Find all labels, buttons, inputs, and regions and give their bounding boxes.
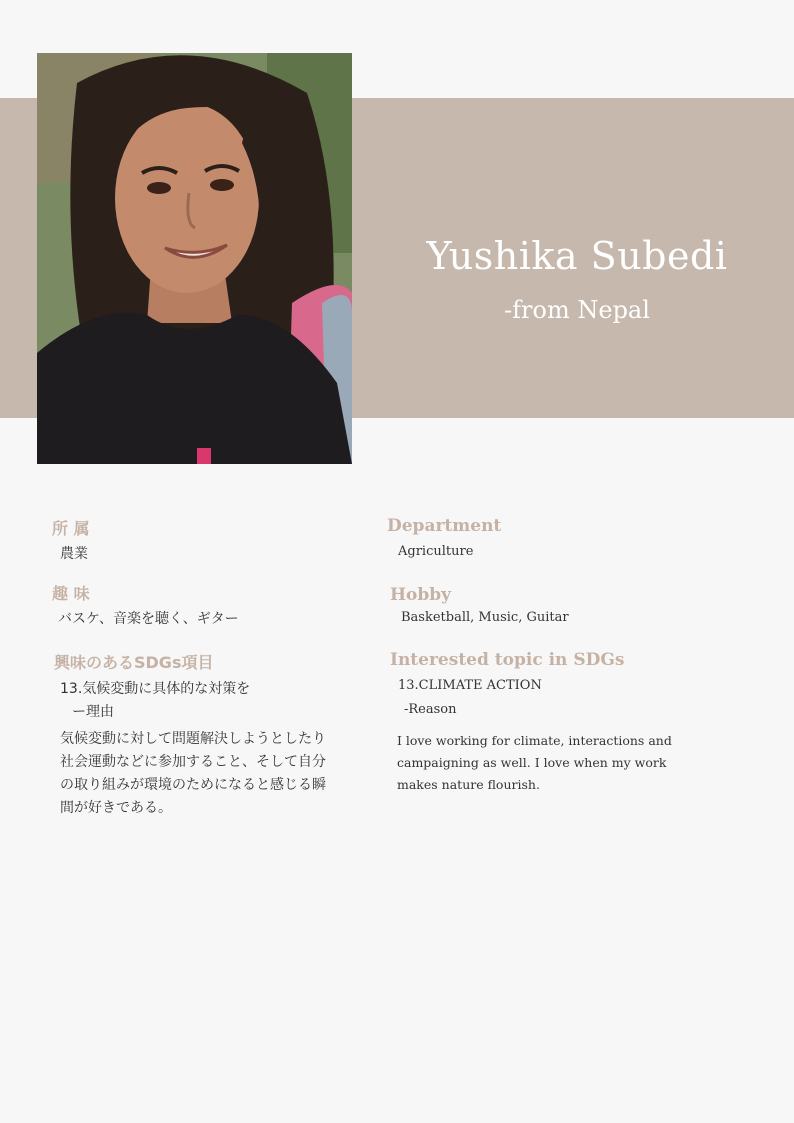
en-reason: I love working for climate, interactions and campaigning as well. I love when my work makes nature flourish. [397,733,672,792]
profile-name: Yushika Subedi [426,234,728,278]
profile-photo [37,53,352,464]
en-sdgs-heading: Interested topic in SDGs [390,650,625,670]
jp-hobby: バスケ、音楽を聴く、ギター [58,611,239,627]
jp-affiliation-heading: 所 属 [52,519,90,538]
en-hobby: Basketball, Music, Guitar [401,610,569,625]
en-department-heading: Department [387,516,502,536]
jp-sdgs-heading: 興味のあるSDGs項目 [54,653,214,672]
en-hobby-heading: Hobby [390,585,452,605]
jp-hobby-heading: 趣 味 [52,584,90,603]
jp-reason: 気候変動に対して問題解決しようとしたり社会運動などに参加すること、そして自分の取り組みが環境のためになると感じる瞬間が好きである。 [60,731,326,816]
en-sdgs-topic: 13.CLIMATE ACTION [398,678,542,693]
en-department: Agriculture [398,544,474,559]
profile-origin: -from Nepal [504,296,650,324]
jp-affiliation: 農業 [60,546,88,562]
en-reason-label: -Reason [404,702,457,717]
jp-sdgs-topic: 13.気候変動に具体的な対策を [60,681,251,697]
jp-reason-label: ー理由 [72,704,114,720]
